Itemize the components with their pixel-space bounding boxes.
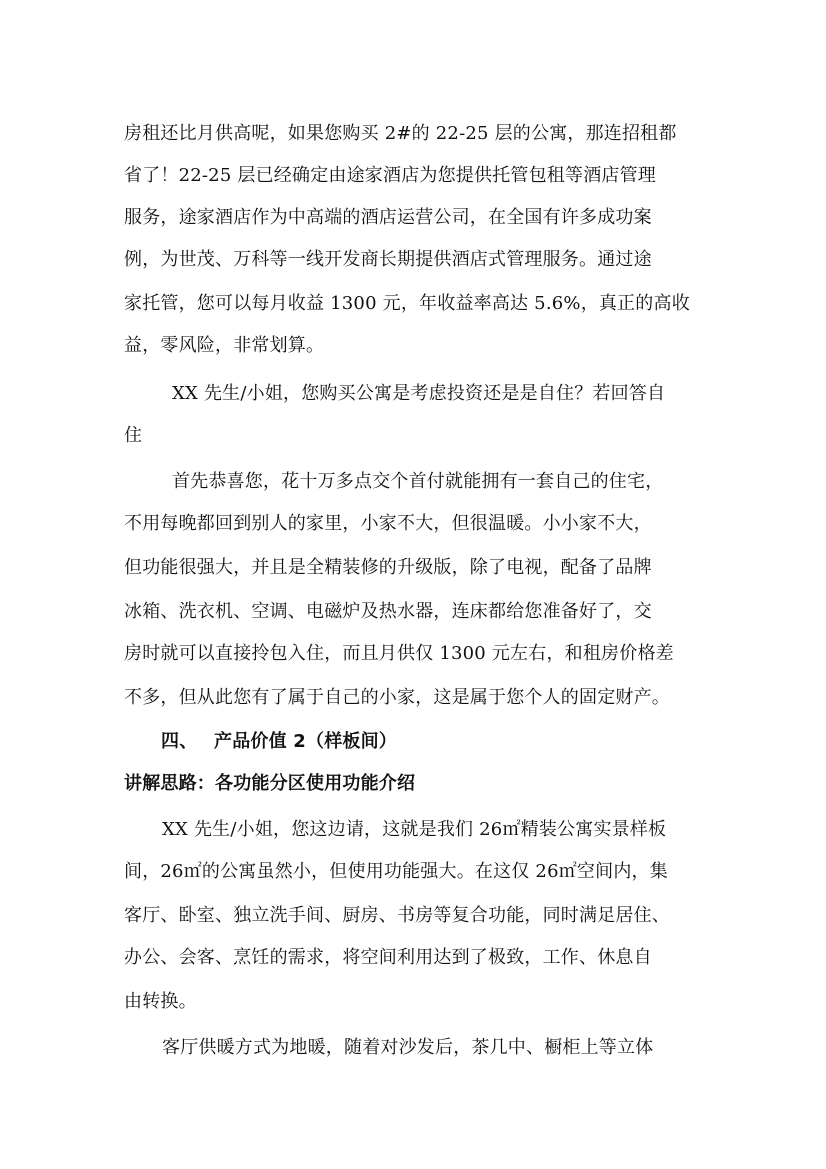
- paragraph-intro-line-5: 家托管，您可以每月收益 1300 元，年收益率高达 5.6%，真正的高收: [124, 293, 690, 314]
- section-heading-title: 产品价值 2（样板间）: [214, 731, 397, 752]
- section-heading-number: 四、: [161, 731, 198, 752]
- answer-line-5: 房时就可以直接拎包入住，而且月供仅 1300 元左右，和租房价格差: [124, 643, 674, 664]
- answer-line-4: 冰箱、洗衣机、空调、电磁炉及热水器，连床都给您准备好了，交: [124, 601, 652, 622]
- sample-room-line-3: 客厅、卧室、独立洗手间、厨房、书房等复合功能，同时满足居住、: [124, 905, 670, 926]
- paragraph-intro-line-3: 服务，途家酒店作为中高端的酒店运营公司，在全国有许多成功案: [124, 207, 652, 228]
- answer-line-1: 首先恭喜您，花十万多点交个首付就能拥有一套自己的住宅，: [172, 471, 664, 492]
- answer-line-3: 但功能很强大，并且是全精装修的升级版，除了电视，配备了品牌: [124, 557, 652, 578]
- paragraph-intro-line-6: 益，零风险，非常划算。: [124, 335, 325, 356]
- question-line-1: XX 先生/小姐，您购买公寓是考虑投资还是是自住？若回答自: [172, 383, 666, 404]
- sample-room-line-2: 间，26㎡的公寓虽然小，但使用功能强大。在这仅 26㎡空间内，集: [124, 861, 668, 882]
- living-room-line-1: 客厅供暖方式为地暖，随着对沙发后，茶几中、橱柜上等立体: [162, 1037, 654, 1058]
- sample-room-line-5: 由转换。: [124, 991, 197, 1012]
- sample-room-line-1: XX 先生/小姐，您这边请，这就是我们 26㎡精装公寓实景样板: [162, 819, 667, 840]
- paragraph-intro-line-2: 省了！22-25 层已经确定由途家酒店为您提供托管包租等酒店管理: [124, 165, 657, 186]
- sample-room-line-4: 办公、会客、烹饪的需求，将空间利用达到了极致，工作、休息自: [124, 947, 652, 968]
- answer-line-6: 不多，但从此您有了属于自己的小家，这是属于您个人的固定财产。: [124, 687, 670, 708]
- paragraph-intro-line-4: 例，为世茂、万科等一线开发商长期提供酒店式管理服务。通过途: [124, 249, 652, 270]
- question-line-2: 住: [124, 425, 143, 446]
- answer-line-2: 不用每晚都回到别人的家里，小家不大，但很温暖。小小家不大，: [124, 513, 652, 534]
- paragraph-intro-line-1: 房租还比月供高呢，如果您购买 2#的 22-25 层的公寓，那连招租都: [124, 123, 677, 144]
- explain-heading: 讲解思路：各功能分区使用功能介绍: [124, 773, 416, 794]
